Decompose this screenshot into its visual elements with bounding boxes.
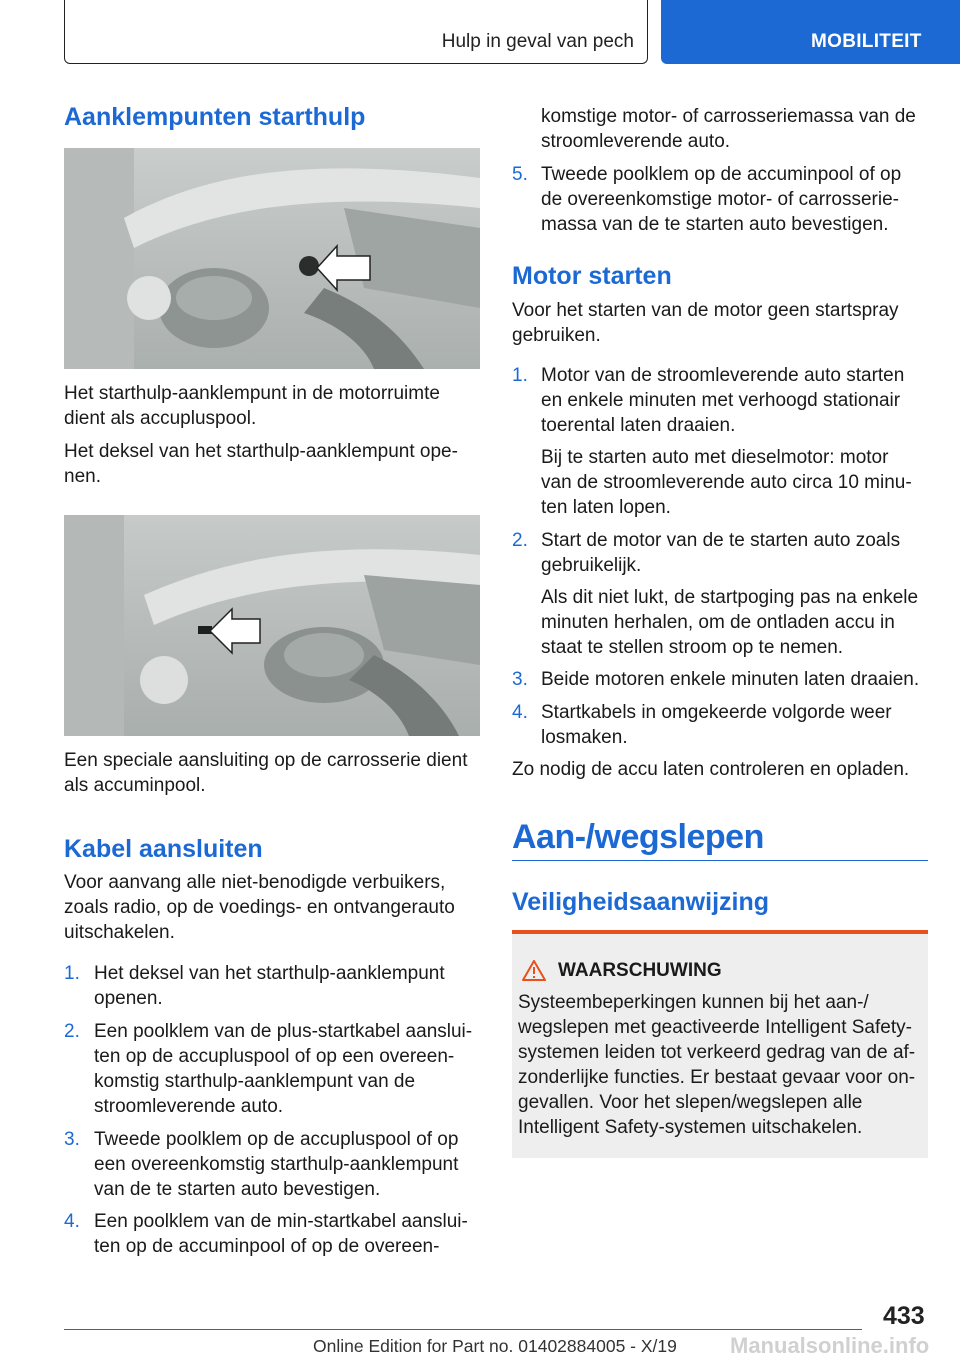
heading-kabel-aansluiten: Kabel aansluiten xyxy=(64,835,263,863)
step-note xyxy=(541,585,931,660)
step-text xyxy=(94,1209,480,1259)
step-text xyxy=(541,363,931,438)
text-line: Beide motoren enkele minuten laten draaien. xyxy=(541,669,920,690)
text-line: toerental laten draaien. xyxy=(541,415,736,436)
edition-text: Online Edition for Part no. 01402884005 - X/19 xyxy=(313,1336,677,1356)
text-line: ten laten lopen. xyxy=(541,497,671,518)
text-line: Een poolklem van de plus-startkabel aanslui- xyxy=(94,1021,473,1042)
step-number: 1. xyxy=(512,365,528,386)
text-line: en enkele minuten met verhoogd stationair xyxy=(541,390,901,411)
step-text xyxy=(94,1019,480,1119)
step-number: 2. xyxy=(512,530,528,551)
step-number: 2. xyxy=(64,1021,80,1042)
text-line: Tweede poolklem op de accuminpool of op xyxy=(541,164,902,185)
text-line: Startkabels in omgekeerde volgorde weer xyxy=(541,702,892,723)
text-line: losmaken. xyxy=(541,727,628,748)
step-note xyxy=(541,445,931,520)
text-line: Voor aanvang alle niet-benodigde verbuikers, xyxy=(64,872,446,893)
para-open-cover xyxy=(64,439,480,489)
step-text xyxy=(541,700,931,750)
text-line: Motor van de stroomleverende auto starten xyxy=(541,365,905,386)
text-line: Voor het starten van de motor geen startspray xyxy=(512,300,899,321)
text-line: Een speciale aansluiting op de carrosserie dient xyxy=(64,750,468,771)
text-line: systemen leiden tot verkeerd gedrag van de af- xyxy=(518,1042,916,1063)
text-line: van de stroomleverende auto circa 10 minu- xyxy=(541,472,912,493)
chapter-tab[interactable] xyxy=(661,0,960,64)
closing-text: Zo nodig de accu laten controleren en opladen. xyxy=(512,759,910,780)
text-line: de overeenkomstige motor- of carrosserie- xyxy=(541,189,899,210)
text-line: wegslepen met geactiveerde Intelligent Safety- xyxy=(518,1017,912,1038)
text-line: zoals radio, op de voedings- en ontvangerauto xyxy=(64,897,455,918)
text-line: Het starthulp-aanklempunt in de motorruimte xyxy=(64,383,440,404)
text-line: Een poolklem van de min-startkabel aanslui- xyxy=(94,1211,468,1232)
text-line: Tweede poolklem op de accupluspool of op xyxy=(94,1129,459,1150)
text-line: gebruiken. xyxy=(512,325,601,346)
step-number: 4. xyxy=(512,702,528,723)
heading-aanklempunten: Aanklempunten starthulp xyxy=(64,103,366,131)
text-line: komstig starthulp-aanklempunt van de xyxy=(94,1071,416,1092)
text-line: Systeembeperkingen kunnen bij het aan-/ xyxy=(518,992,869,1013)
step-text xyxy=(541,162,931,237)
text-line: stroomleverende auto. xyxy=(541,131,731,152)
step-number: 3. xyxy=(512,669,528,690)
text-line: staat te stellen stroom op te nemen. xyxy=(541,637,844,658)
step-number: 5. xyxy=(512,164,528,185)
text-line: gebruikelijk. xyxy=(541,555,642,576)
text-line: Als dit niet lukt, de startpoging pas na enkele xyxy=(541,587,919,608)
step-number: 4. xyxy=(64,1211,80,1232)
text-line: van de te starten auto bevestigen. xyxy=(94,1179,381,1200)
chapter-label: MOBILITEIT xyxy=(811,31,922,52)
heading-motor-starten: Motor starten xyxy=(512,262,672,290)
text-line: ten op de accupluspool of op een overeen- xyxy=(94,1046,455,1067)
warning-box xyxy=(512,930,928,1158)
text-line: als accuminpool. xyxy=(64,775,206,796)
warning-text xyxy=(518,990,928,1140)
text-line: nen. xyxy=(64,466,101,487)
text-line: stroomleverende auto. xyxy=(94,1096,284,1117)
engine-photo-plus xyxy=(64,148,480,369)
caption-plus-pole xyxy=(64,381,480,431)
text-line: ten op de accuminpool of op de overeen- xyxy=(94,1236,440,1257)
step4-continuation xyxy=(541,104,931,154)
warning-triangle-icon xyxy=(522,960,546,981)
step-text xyxy=(94,1127,480,1202)
text-line: massa van de te starten auto bevestigen. xyxy=(541,214,889,235)
intro-motor xyxy=(512,298,930,348)
text-line: Het deksel van het starthulp-aanklempunt ope- xyxy=(64,441,458,462)
chapter-heading: Aan-/wegslepen xyxy=(512,818,764,856)
step-text xyxy=(541,528,931,578)
step-number: 1. xyxy=(64,963,80,984)
section-title: Hulp in geval van pech xyxy=(441,31,634,52)
heading-veiligheidsaanwijzing: Veiligheidsaanwijzing xyxy=(512,888,770,916)
text-line: een overeenkomstig starthulp-aanklempunt xyxy=(94,1154,459,1175)
step-text xyxy=(541,667,931,692)
text-line: uitschakelen. xyxy=(64,922,175,943)
intro-kabel xyxy=(64,870,480,945)
text-line: openen. xyxy=(94,988,163,1009)
engine-photo-minus xyxy=(64,515,480,736)
text-line: zonderlijke functies. Er bestaat gevaar voor on- xyxy=(518,1067,916,1088)
warning-title: WAARSCHUWING xyxy=(558,960,722,981)
step-number: 3. xyxy=(64,1129,80,1150)
step-text xyxy=(94,961,480,1011)
text-line: dient als accupluspool. xyxy=(64,408,257,429)
text-line: Het deksel van het starthulp-aanklempunt xyxy=(94,963,445,984)
text-line: Intelligent Safety-systemen uitschakelen. xyxy=(518,1117,863,1138)
page-number: 433 xyxy=(883,1302,925,1330)
watermark-logo: Manualsonline.info xyxy=(730,1333,930,1358)
text-line: Start de motor van de te starten auto zoals xyxy=(541,530,901,551)
text-line: Bij te starten auto met dieselmotor: motor xyxy=(541,447,889,468)
text-line: minuten herhalen, om de ontladen accu in xyxy=(541,612,895,633)
footer-rule xyxy=(64,1329,862,1330)
chapter-rule xyxy=(512,860,928,861)
caption-minus-pole xyxy=(64,748,480,798)
text-line: gevallen. Voor het slepen/wegslepen alle xyxy=(518,1092,863,1113)
text-line: komstige motor- of carrosseriemassa van de xyxy=(541,106,916,127)
